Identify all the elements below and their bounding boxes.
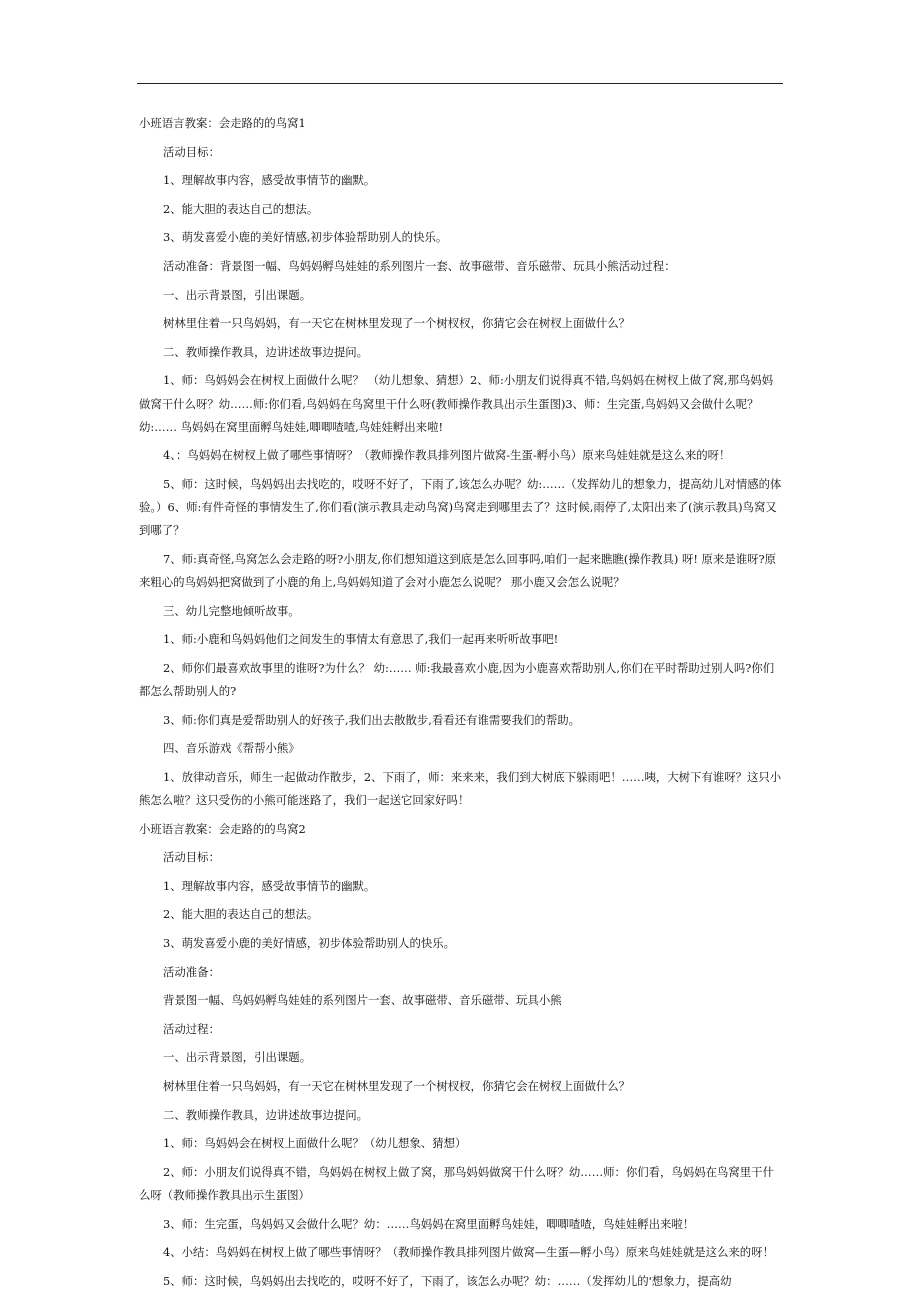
paragraph: 2、能大胆的表达自己的想法。: [163, 201, 319, 216]
paragraph: 三、幼儿完整地倾听故事。: [163, 603, 300, 618]
paragraph: 1、师：鸟妈妈会在树杈上面做什么呢？ （幼儿想象、猜想）2、师:小朋友们说得真不错,鸟妈妈在树杈上做了窝,那鸟妈妈做窝干什么呀？幼……师:你们看,鸟妈妈在鸟窝里干什么呀(教师操作教具出示生蛋图)3、师：生完蛋,鸟妈妈又会做什么呢？幼:…… 鸟妈妈在窝里面孵鸟娃娃,唧唧喳喳,鸟娃娃孵出来啦!: [139, 373, 774, 434]
paragraph: 3、师：生完蛋，鸟妈妈又会做什么呢？幼：……鸟妈妈在窝里面孵鸟娃娃，唧唧喳喳，鸟娃娃孵出来啦！: [163, 1216, 695, 1231]
paragraph: 2、能大胆的表达自己的想法。: [163, 907, 319, 922]
paragraph: 1、师：鸟妈妈会在树杈上面做什么呢？（幼儿想象、猜想）: [163, 1136, 467, 1151]
paragraph: 3、萌发喜爱小鹿的美好情感,初步体验帮助别人的快乐。: [163, 230, 448, 245]
paragraph: 活动目标：: [163, 850, 220, 865]
paragraph: 5、师：这时候，鸟妈妈出去找吃的，哎呀不好了，下雨了,该怎么办呢？幼:……（发挥幼儿的想象力，提高幼儿对情感的体验。）6、师:有件奇怪的事情发生了,你们看(演示教具走动鸟窝)鸟窝走到哪里去了？这时候,雨停了,太阳出来了(演示教具)鸟窝又到哪了？: [139, 476, 782, 538]
paragraph: 1、理解故事内容，感受故事情节的幽默。: [163, 878, 376, 893]
paragraph: 2、师：小朋友们说得真不错，鸟妈妈在树杈上做了窝，那鸟妈妈做窝干什么呀？幼……师：你们看，鸟妈妈在鸟窝里干什么呀（教师操作教具出示生蛋图）: [139, 1164, 774, 1203]
paragraph: 活动目标：: [163, 144, 220, 159]
paragraph: 二、教师操作教具，边讲述故事边提问。: [163, 1107, 369, 1122]
document-body: [139, 112, 782, 1298]
paragraph: 5、师：这时候，鸟妈妈出去找吃的，哎呀不好了，下雨了，该怎么办呢？幼：……（发挥幼儿的'想象力，提高幼: [163, 1273, 732, 1288]
paragraph: 4、小结：鸟妈妈在树杈上做了哪些事情呀？（教师操作教具排列图片做窝—生蛋—孵小鸟）原来鸟娃娃就是这么来的呀！: [163, 1245, 774, 1260]
paragraph: 2、师你们最喜欢故事里的谁呀?为什么？ 幼:…… 师:我最喜欢小鹿,因为小鹿喜欢帮助别人,你们在平时帮助过别人吗?你们都怎么帮助别人的?: [139, 660, 775, 699]
paragraph: 一、出示背景图，引出课题。: [163, 287, 312, 302]
paragraph: 7、师:真奇怪,鸟窝怎么会走路的呀?小朋友,你们想知道这到底是怎么回事吗,咱们一起来瞧瞧(操作教具) 呀! 原来是谁呀?原来粗心的鸟妈妈把窝做到了小鹿的角上,鸟妈妈知道了会对小鹿怎么说呢？ 那小鹿又会怎么说呢？: [139, 551, 777, 590]
paragraph: 四、音乐游戏《帮帮小熊》: [163, 741, 300, 756]
section-title: 小班语言教案：会走路的的鸟窝1: [139, 116, 306, 130]
paragraph: 活动准备：背景图一幅、鸟妈妈孵鸟娃娃的系列图片一套、故事磁带、音乐磁带、玩具小熊活动过程：: [163, 258, 676, 273]
paragraph: 1、放律动音乐，师生一起做动作散步，2、下雨了，师：来来来，我们到大树底下躲雨吧！……咦，大树下有谁呀？这只小熊怎么啦？这只受伤的小熊可能迷路了，我们一起送它回家好吗！: [139, 769, 782, 808]
paragraph: 活动准备：: [163, 964, 220, 979]
section-title: 小班语言教案：会走路的的鸟窝2: [139, 821, 306, 836]
paragraph: 1、师:小鹿和鸟妈妈他们之间发生的事情太有意思了,我们一起再来听听故事吧!: [163, 632, 559, 647]
paragraph: 3、师:你们真是爱帮助别人的好孩子,我们出去散散步,看看还有谁需要我们的帮助。: [163, 712, 581, 727]
paragraph: 背景图一幅、鸟妈妈孵鸟娃娃的系列图片一套、故事磁带、音乐磁带、玩具小熊: [163, 993, 562, 1008]
header-rule: [137, 83, 783, 84]
paragraph: 4、：鸟妈妈在树杈上做了哪些事情呀？（教师操作教具排列图片做窝-生蛋-孵小鸟）原来鸟娃娃就是这么来的呀！: [163, 448, 731, 463]
paragraph: 二、教师操作教具，边讲述故事边提问。: [163, 344, 369, 359]
paragraph: 树林里住着一只鸟妈妈，有一天它在树林里发现了一个树杈杈，你猜它会在树杈上面做什么？: [163, 1079, 631, 1094]
paragraph: 活动过程：: [163, 1021, 220, 1036]
paragraph: 3、萌发喜爱小鹿的美好情感，初步体验帮助别人的快乐。: [163, 936, 456, 951]
paragraph: 1、理解故事内容，感受故事情节的幽默。: [163, 173, 376, 188]
paragraph: 树林里住着一只鸟妈妈，有一天它在树林里发现了一个树杈杈，你猜它会在树杈上面做什么？: [163, 316, 631, 331]
paragraph: 一、出示背景图，引出课题。: [163, 1050, 312, 1065]
